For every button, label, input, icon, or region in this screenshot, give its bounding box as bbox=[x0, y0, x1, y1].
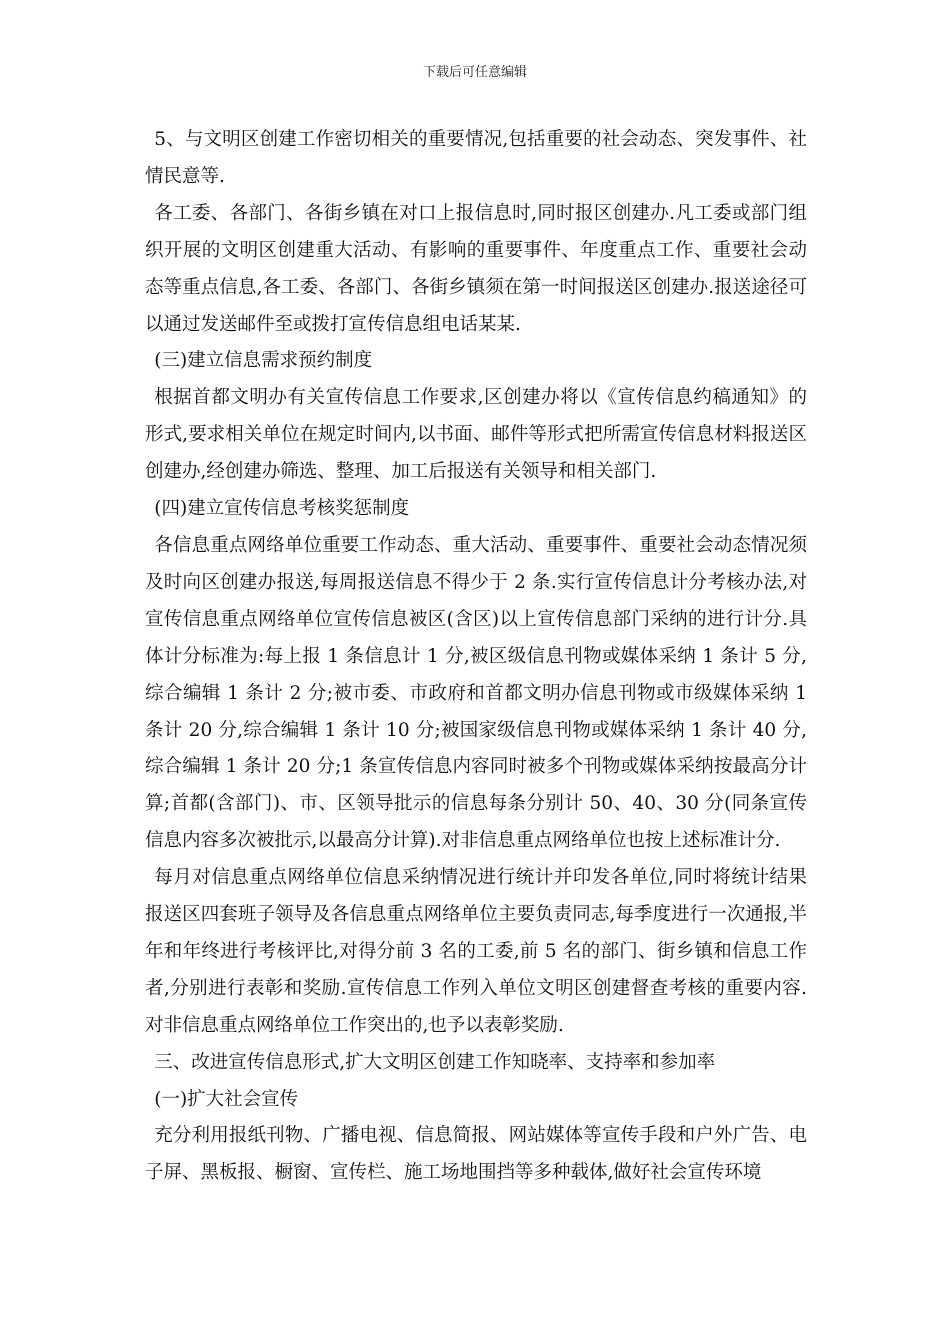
paragraph-reporting-channels: 各工委、各部门、各街乡镇在对口上报信息时,同时报区创建办.凡工委或部门组织开展的文明区创建重大活动、有影响的重要事件、年度重点工作、重要社会动态等重点信息,各工委、各部门、各街乡镇须在第一时间报送区创建办.报送途径可以通过发送邮件至或拨打宣传信息组电话某某. bbox=[145, 202, 807, 335]
paragraph-item-5-report: 5、与文明区创建工作密切相关的重要情况,包括重要的社会动态、突发事件、社情民意等. bbox=[145, 129, 807, 187]
page-header-note: 下载后可任意编辑 bbox=[422, 65, 527, 80]
section-heading-4: (四)建立宣传信息考核奖惩制度 bbox=[154, 498, 410, 520]
paragraph-social-publicity: 充分利用报纸刊物、广播电视、信息简报、网站媒体等宣传手段和户外广告、电子屏、黑板报、橱窗、宣传栏、施工场地围挡等多种载体,做好社会宣传环境 bbox=[145, 1125, 807, 1184]
section-heading-1: (一)扩大社会宣传 bbox=[154, 1088, 299, 1110]
paragraph-solicitation: 根据首都文明办有关宣传信息工作要求,区创建办将以《宣传信息约稿通知》的形式,要求相关单位在规定时间内,以书面、邮件等形式把所需宣传信息材料报送区创建办,经创建办筛选、整理、加工后报送有关领导和相关部门. bbox=[145, 387, 807, 483]
document-body bbox=[145, 122, 807, 1192]
section-heading-3: (三)建立信息需求预约制度 bbox=[154, 350, 373, 372]
paragraph-monthly-statistics: 每月对信息重点网络单位信息采纳情况进行统计并印发各单位,同时将统计结果报送区四套班子领导及各信息重点网络单位主要负责同志,每季度进行一次通报,半年和年终进行考核评比,对得分前 3 名的工委,前 5 名的部门、街乡镇和信息工作者,分别进行表彰和奖励.宣传信息工作列入单位文明区创建督查考核的重要内容.对非信息重点网络单位工作突出的,也予以表彰奖励. bbox=[145, 867, 807, 1036]
chapter-heading-3: 三、改进宣传信息形式,扩大文明区创建工作知晓率、支持率和参加率 bbox=[154, 1051, 716, 1073]
paragraph-scoring-rules: 各信息重点网络单位重要工作动态、重大活动、重要事件、重要社会动态情况须及时向区创建办报送,每周报送信息不得少于 2 条.实行宣传信息计分考核办法,对宣传信息重点网络单位宣传信息被区(含区)以上宣传信息部门采纳的进行计分.具体计分标准为:每上报 1 条信息计 1 分,被区级信息刊物或媒体采纳 1 条计 5 分,综合编辑 1 条计 2 分;被市委、市政府和首都文明办信息刊物或市级媒体采纳 1 条计 20 分,综合编辑 1 条计 10 分;被国家级信息刊物或媒体采纳 1 条计 40 分,综合编辑 1 条计 20 分;1 条宣传信息内容同时被多个刊物或媒体采纳按最高分计算;首都(含部门)、市、区领导批示的信息每条分别计 50、40、30 分(同条宣传信息内容多次被批示,以最高分计算).对非信息重点网络单位也按上述标准计分. bbox=[145, 534, 807, 852]
